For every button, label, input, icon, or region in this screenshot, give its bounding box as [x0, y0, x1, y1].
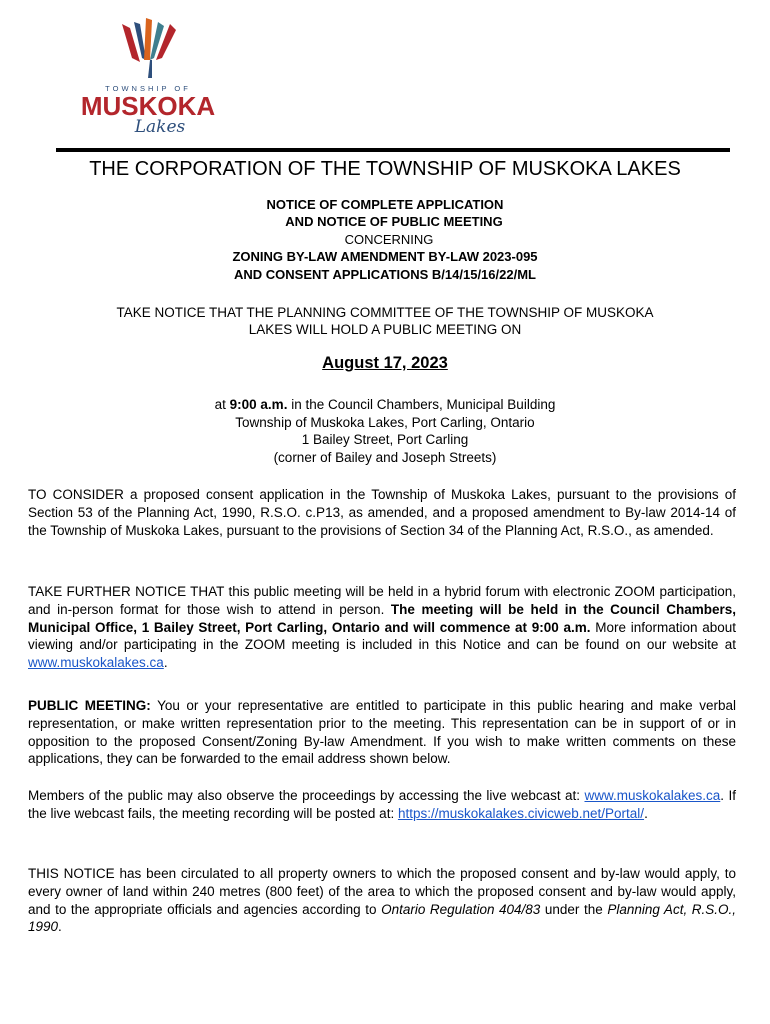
- heading-line-5: AND CONSENT APPLICATIONS B/14/15/16/22/ML: [234, 266, 536, 282]
- heading-line-1: NOTICE OF COMPLETE APPLICATION: [266, 197, 504, 212]
- civicweb-portal-link[interactable]: https://muskokalakes.civicweb.net/Portal/: [397, 805, 645, 821]
- further-notice-bold: The meeting will be held in the Council Chambers, Municipal Office, 1 Bailey Street, Port Carling, Ontario and will commence at 9:00 a.m.: [28, 601, 736, 635]
- logo-lakes: Lakes: [134, 117, 186, 136]
- circulation-paragraph: [28, 865, 736, 936]
- heading-line-2: AND NOTICE OF PUBLIC MEETING: [285, 214, 503, 230]
- location-line-1-rest: in the Council Chambers, Municipal Building: [287, 397, 556, 412]
- location-line-1: [0, 396, 770, 414]
- logo-feather-blue-right: [148, 60, 152, 78]
- further-notice-end: .: [163, 655, 168, 671]
- notice-heading: [0, 196, 770, 283]
- webcast-link[interactable]: www.muskokalakes.ca: [584, 788, 721, 803]
- further-notice-paragraph: [28, 583, 736, 672]
- webcast-end: .: [644, 805, 648, 821]
- circulation-text-1: THIS NOTICE has been circulated to all property owners to which the proposed consent and by-law would apply, to every owner of land within 240 metres (800 feet) of the area to which the proposed consent and by-law would apply, and to the appropriate officials and agencies according to: [28, 866, 736, 917]
- take-notice-statement: [40, 304, 730, 338]
- meeting-location: [0, 396, 770, 466]
- meeting-time: 9:00 a.m.: [229, 397, 288, 412]
- further-notice-text-1: TAKE FURTHER NOTICE THAT this public meeting will be held in a hybrid forum with electronic ZOOM participation, and in-person format for those wish to attend in person.: [28, 584, 736, 617]
- corporation-title: THE CORPORATION OF THE TOWNSHIP OF MUSKOKA LAKES: [89, 158, 681, 180]
- ontario-regulation: Ontario Regulation 404/83: [381, 901, 541, 917]
- webcast-text-1: Members of the public may also observe the proceedings by accessing the live webcast at:: [28, 788, 585, 803]
- heading-line-3: CONCERNING: [344, 231, 434, 247]
- location-line-2: Township of Muskoka Lakes, Port Carling, Ontario: [235, 414, 535, 430]
- circulation-text-2: under the: [540, 901, 608, 917]
- planning-act: Planning Act, R.S.O., 1990: [28, 901, 737, 935]
- webcast-paragraph: [28, 787, 736, 823]
- location-line-4: (corner of Bailey and Joseph Streets): [273, 449, 497, 465]
- public-meeting-label: PUBLIC MEETING:: [28, 698, 151, 713]
- logo-township-of: TOWNSHIP OF: [105, 84, 191, 93]
- take-notice-line-1: TAKE NOTICE THAT THE PLANNING COMMITTEE OF THE TOWNSHIP OF MUSKOKA: [116, 305, 654, 320]
- webcast-text-2: . If the live webcast fails, the meeting recording will be posted at:: [28, 788, 736, 821]
- location-line-3: 1 Bailey Street, Port Carling: [301, 432, 469, 448]
- logo-feather-orange: [144, 18, 152, 60]
- public-meeting-paragraph: [28, 697, 736, 768]
- public-meeting-text: You or your representative are entitled to participate in this public hearing and make verbal representation, or make written representation prior to the meeting. This representation can be in support of or in opposition to the proposed Consent/Zoning By-law Amendment. If you wish to make written comments on these applications, they can be forwarded to the email address shown below.: [28, 698, 736, 767]
- header-rule: [56, 148, 730, 152]
- location-at: at: [214, 397, 230, 412]
- circulation-end: .: [58, 919, 62, 935]
- heading-line-4: ZONING BY-LAW AMENDMENT BY-LAW 2023-095: [232, 249, 538, 265]
- logo-muskoka: MUSKOKA: [80, 91, 216, 121]
- further-notice-text-2: More information about viewing and/or participating in the ZOOM meeting is included in this Notice and can be found on our website at: [28, 619, 736, 653]
- township-logo: [60, 18, 230, 136]
- take-notice-line-2: LAKES WILL HOLD A PUBLIC MEETING ON: [248, 322, 522, 337]
- website-link[interactable]: www.muskokalakes.ca: [28, 655, 164, 671]
- meeting-date: August 17, 2023: [322, 354, 448, 372]
- consider-paragraph: TO CONSIDER a proposed consent application in the Township of Muskoka Lakes, pursuant to the provisions of Section 53 of the Planning Act, 1990, R.S.O. c.P13, as amended, and a proposed amendment to By-law 2014-14 of the Township of Muskoka Lakes, pursuant to the provisions of Section 34 of the Planning Act, R.S.O., as amended.: [28, 487, 736, 538]
